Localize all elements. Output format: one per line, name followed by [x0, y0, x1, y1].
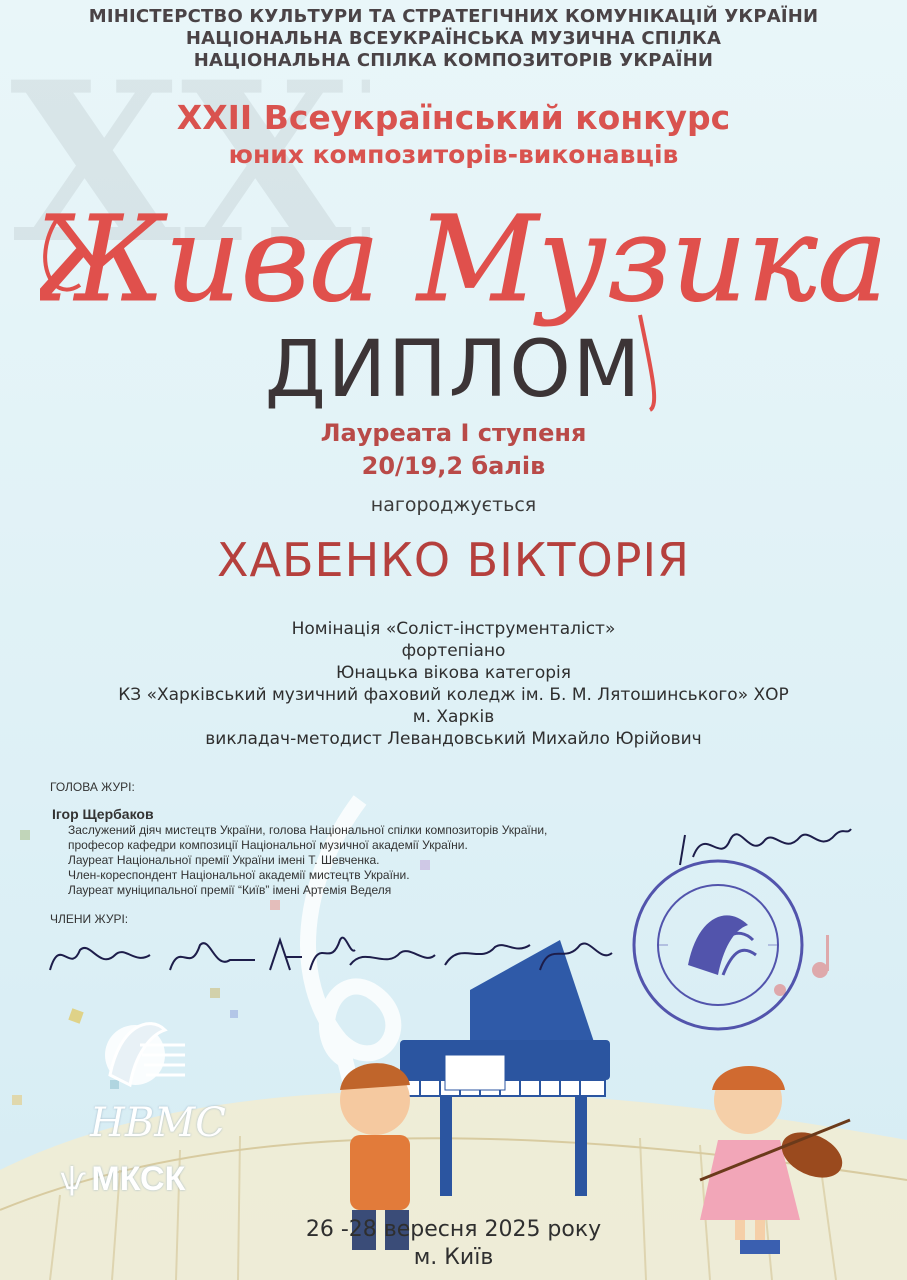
- jury-chair-title-line: Лауреат муніципальної премії “Київ” імені Артемія Веделя: [68, 883, 392, 897]
- header-block: [0, 6, 907, 72]
- jury-members-signatures: [40, 925, 620, 985]
- city: м. Харків: [412, 707, 495, 727]
- mksk-logo: [60, 1160, 185, 1204]
- laureate-rank: Лауреата І ступеня: [320, 419, 587, 447]
- nvms-logo: [80, 1005, 226, 1170]
- jury-chair-title-line: Член-кореспондент Національної академії мистецтв України.: [68, 868, 410, 882]
- jury-chair-title-line: професор кафедри композиції Національної музичної академії України.: [68, 838, 468, 852]
- event-city: м. Київ: [413, 1245, 494, 1270]
- mksk-logo-text: МКСК: [91, 1160, 186, 1198]
- jury-chair-name: Ігор Щербаков: [52, 806, 154, 822]
- trident-icon: ѱ: [60, 1162, 87, 1197]
- nvms-logo-text: НВМС: [90, 1100, 226, 1146]
- institution: КЗ «Харківський музичний фаховий коледж ім. Б. М. Лятошинського» ХОР: [118, 685, 789, 705]
- nomination: Номінація «Соліст-інструменталіст»: [291, 619, 616, 639]
- jury-chair-title-line: Лауреат Національної премії України імені Т. Шевченка.: [68, 853, 380, 867]
- svg-text:XXII: XX: [10, 40, 352, 280]
- script-title-text: Жива Музика: [40, 190, 880, 328]
- instrument: фортепіано: [401, 641, 506, 661]
- age-category: Юнацька вікова категорія: [336, 663, 571, 683]
- awarded-text: нагороджується: [370, 494, 537, 516]
- teacher: викладач-методист Левандовський Михайло Юрійович: [205, 729, 702, 749]
- contest-title: XXII Всеукраїнський конкурс: [176, 98, 731, 137]
- jury-chair-heading: ГОЛОВА ЖУРІ:: [50, 780, 135, 794]
- union-name: НАЦІОНАЛЬНА ВСЕУКРАЇНСЬКА МУЗИЧНА СПІЛКА: [185, 28, 722, 49]
- official-stamp: [628, 855, 808, 1035]
- jury-members-heading: ЧЛЕНИ ЖУРІ:: [50, 912, 129, 926]
- event-dates: 26 -28 вересня 2025 року: [305, 1217, 602, 1242]
- jury-chair-title-line: Заслужений діяч мистецтв України, голова Національної спілки композиторів України,: [68, 823, 548, 837]
- composers-union-name: НАЦІОНАЛЬНА СПІЛКА КОМПОЗИТОРІВ УКРАЇНИ: [193, 50, 714, 71]
- ministry-name: МІНІСТЕРСТВО КУЛЬТУРИ ТА СТРАТЕГІЧНИХ КОМУНІКАЦІЙ УКРАЇНИ: [88, 6, 819, 27]
- diploma-title: ДИПЛОМ: [264, 325, 643, 415]
- contest-subtitle: юних композиторів-виконавців: [228, 140, 679, 169]
- recipient-name: ХАБЕНКО ВІКТОРІЯ: [216, 533, 691, 587]
- score: 20/19,2 балів: [361, 452, 546, 480]
